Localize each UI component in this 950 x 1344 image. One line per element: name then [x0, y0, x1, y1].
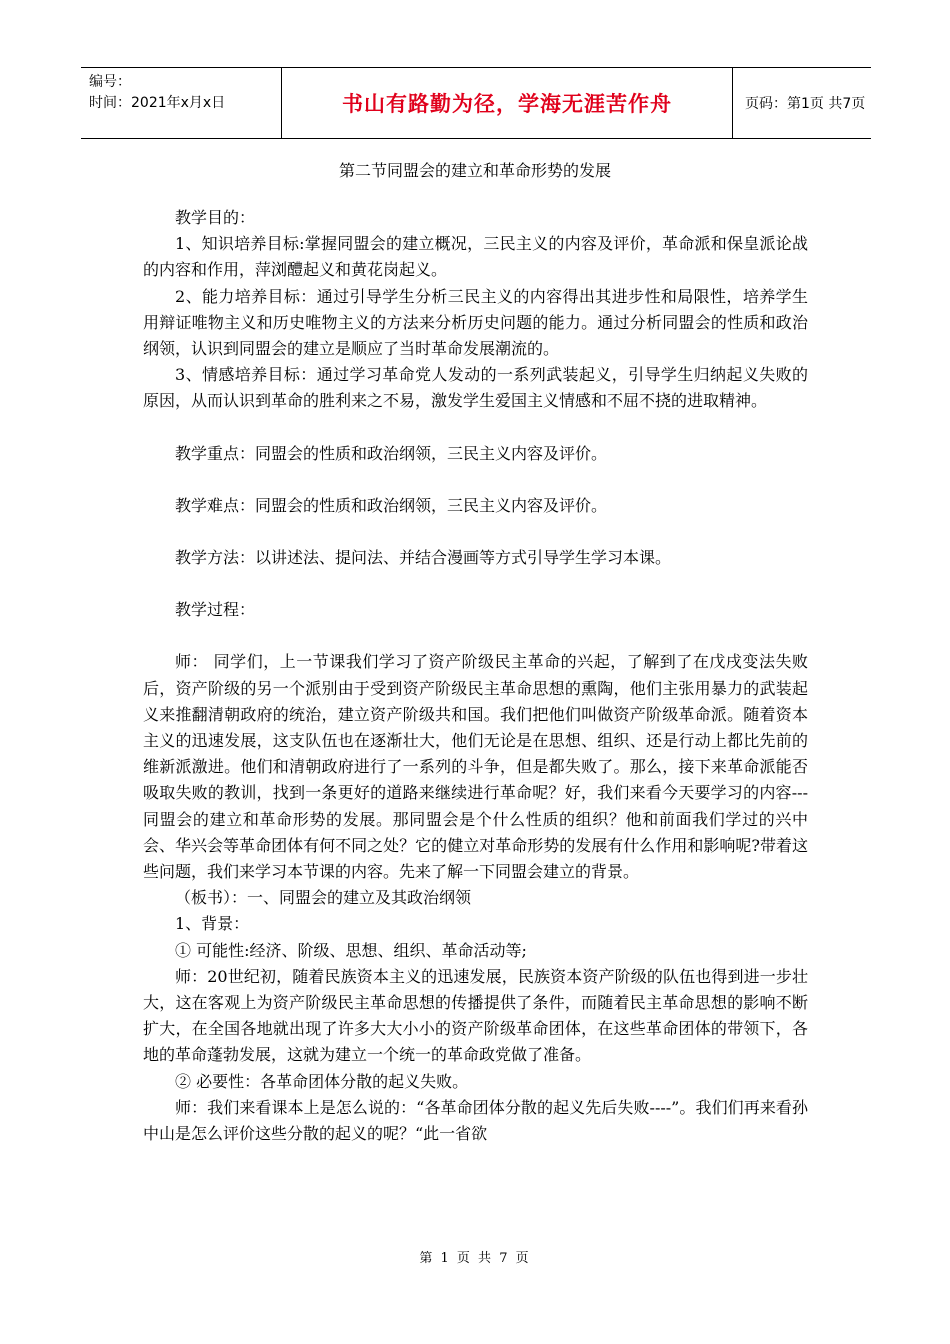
- paragraph-emotion-goal: 3、情感培养目标：通过学习革命党人发动的一系列武装起义，引导学生归纳起义失败的原因，从而认识到革命的胜利来之不易，激发学生爱国主义情感和不屈不挠的进取精神。: [143, 365, 808, 411]
- paragraph-background: 1、背景：: [175, 914, 250, 934]
- page-info: 页码：第1页 共7页: [745, 96, 866, 112]
- paragraph-teacher-necessity: 师：我们来看课本上是怎么说的：“各革命团体分散的起义先后失败----”。我们们再来看孙中山是怎么评价这些分散的起义的呢？“此一省欲: [143, 1097, 808, 1144]
- paragraph-ability-goal: 2、能力培养目标：通过引导学生分析三民主义的内容得出其进步性和局限性，培养学生用辩证唯物主义和历史唯物主义的方法来分析历史问题的能力。通过分析同盟会的性质和政治纲领，认识到同盟会的建立是顺应了当时革命发展潮流的。: [143, 286, 808, 359]
- serial-number: 编号：: [89, 74, 131, 90]
- paragraph-methods: 教学方法：以讲述法、提问法、并结合漫画等方式引导学生学习本课。: [175, 548, 672, 568]
- page-footer: 第 1 页 共 7 页: [419, 1251, 531, 1266]
- header-motto-cell: [281, 68, 733, 138]
- paragraph-necessity: ② 必要性：各革命团体分散的起义失败。: [175, 1071, 469, 1091]
- document-title: 第二节同盟会的建立和革命形势的发展: [338, 161, 611, 180]
- document-header: [81, 67, 871, 139]
- header-page-cell: [733, 68, 871, 138]
- paragraph-teacher-possibility: 师：20世纪初，随着民族资本主义的迅速发展，民族资本资产阶级的队伍也得到进一步壮大，这在客观上为资产阶级民主革命思想的传播提供了条件，而随着民主革命思想的影响不断扩大，在全国各地就出现了许多大大小小的资产阶级革命团体，在这些革命团体的带领下，各地的革命蓬勃发展，这就为建立一个统一的革命政党做了准备。: [143, 966, 808, 1065]
- paragraph-difficulties: 教学难点：同盟会的性质和政治纲领，三民主义内容及评价。: [175, 495, 608, 515]
- motto: 书山有路勤为径，学海无涯苦作舟: [342, 92, 672, 116]
- paragraph-board-heading: （板书）：一、同盟会的建立及其政治纲领: [175, 888, 472, 908]
- paragraph-teacher-intro: 师： 同学们，上一节课我们学习了资产阶级民主革命的兴起，了解到了在戊戌变法失败后，资产阶级的另一个派别由于受到资产阶级民主革命思想的熏陶，他们主张用暴力的武装起义来推翻清朝政府的统治，建立资产阶级共和国。我们把他们叫做资产阶级革命派。随着资本主义的迅速发展，这支队伍也在逐渐壮大，他们无论是在思想、组织、还是行动上都比先前的维新派激进。他们和清朝政府进行了一系列的斗争，但是都失败了。那么，接下来革命派能否吸取失败的教训，找到一条更好的道路来继续进行革命呢？好，我们来看今天要学习的内容---同盟会的建立和革命形势的发展。那同盟会是个什么性质的组织？他和前面我们学过的兴中会、华兴会等革命团体有何不同之处？它的健立对革命形势的发展有什么作用和影响呢?带着这些问题，我们来学习本节课的内容。先来了解一下同盟会建立的背景。: [143, 652, 808, 882]
- paragraph-process: 教学过程：: [175, 600, 256, 620]
- paragraph-possibility: ① 可能性:经济、阶级、思想、组织、革命活动等;: [175, 940, 527, 960]
- paragraph-key-points: 教学重点：同盟会的性质和政治纲领，三民主义内容及评价。: [175, 443, 608, 463]
- header-meta: [81, 68, 281, 138]
- document-body: [143, 205, 808, 1147]
- paragraph-knowledge-goal: 1、知识培养目标:掌握同盟会的建立概况，三民主义的内容及评价，革命派和保皇派论战的内容和作用，萍浏醴起义和黄花岗起义。: [143, 234, 808, 280]
- date-line: 时间：2021年x月x日: [89, 95, 226, 111]
- paragraph-teaching-goals: 教学目的：: [175, 208, 256, 227]
